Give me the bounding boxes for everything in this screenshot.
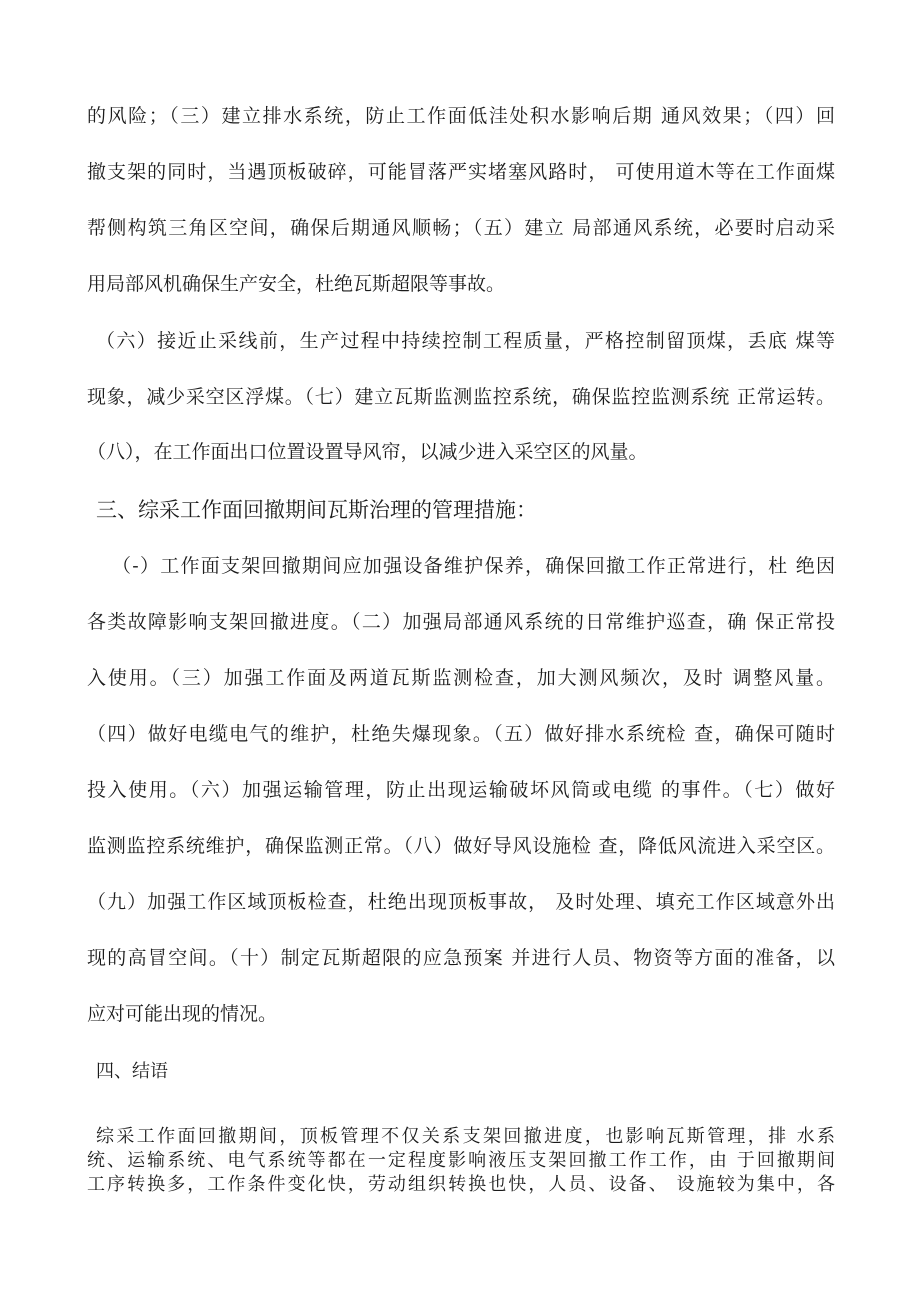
paragraph-line: 投入使用。（六）加强运输管理，防止出现运输破坏风筒或电缆 的事件。（七）做好 [87, 779, 835, 801]
section-heading: 四、结语 [96, 1061, 168, 1082]
paragraph-line: （九）加强工作区域顶板检查，杜绝出现顶板事故， 及时处理、填充工作区域意外出 [87, 891, 835, 913]
paragraph-line: （四）做好电缆电气的维护，杜绝失爆现象。（五）做好排水系统检 查，确保可随时 [87, 723, 835, 745]
paragraph-line: （-）工作面支架回撤期间应加强设备维护保养，确保回撤工作正常进行，杜 绝因 [112, 555, 835, 577]
paragraph-line: 用局部风机确保生产安全，杜绝瓦斯超限等事故。 [87, 273, 506, 295]
paragraph-line: 各类故障影响支架回撤进度。（二）加强局部通风系统的日常维护巡查，确 保正常投 [87, 611, 835, 633]
paragraph-line: 的风险；（三）建立排水系统，防止工作面低洼处积水影响后期 通风效果；（四）回 [87, 105, 835, 127]
paragraph-line: 撤支架的同时，当遇顶板破碎，可能冒落严实堵塞风路时， 可使用道木等在工作面煤 [87, 161, 835, 183]
paragraph-line: 现的高冒空间。（十）制定瓦斯超限的应急预案 并进行人员、物资等方面的准备，以 [87, 947, 835, 969]
paragraph-line: 帮侧构筑三角区空间，确保后期通风顺畅；（五）建立 局部通风系统，必要时启动采 [87, 217, 835, 239]
paragraph-line: 入使用。（三）加强工作面及两道瓦斯监测检查，加大测风频次，及时 调整风量。 [87, 667, 835, 689]
paragraph-line: 统、运输系统、电气系统等都在一定程度影响液压支架回撤工作工作，由 于回撤期间 [87, 1150, 835, 1171]
section-heading: 三、综采工作面回撤期间瓦斯治理的管理措施： [96, 498, 537, 522]
paragraph-line: 现象，减少采空区浮煤。（七）建立瓦斯监测监控系统，确保监控监测系统 正常运转。 [87, 386, 835, 408]
paragraph-line: （六）接近止采线前，生产过程中持续控制工程质量，严格控制留顶煤，丢底 煤等 [96, 330, 835, 352]
paragraph-line: 监测监控系统维护，确保监测正常。（八）做好导风设施检 查，降低风流进入采空区。 [87, 835, 835, 857]
paragraph-line: 应对可能出现的情况。 [87, 1003, 278, 1025]
paragraph-line: 工序转换多，工作条件变化快，劳动组织转换也快，人员、设备、 设施较为集中，各 [87, 1174, 835, 1195]
paragraph-line: 综采工作面回撤期间，顶板管理不仅关系支架回撤进度，也影响瓦斯管理，排 水系 [96, 1126, 835, 1147]
paragraph-line: （八），在工作面出口位置设置导风帘，以减少进入采空区的风量。 [87, 441, 648, 463]
